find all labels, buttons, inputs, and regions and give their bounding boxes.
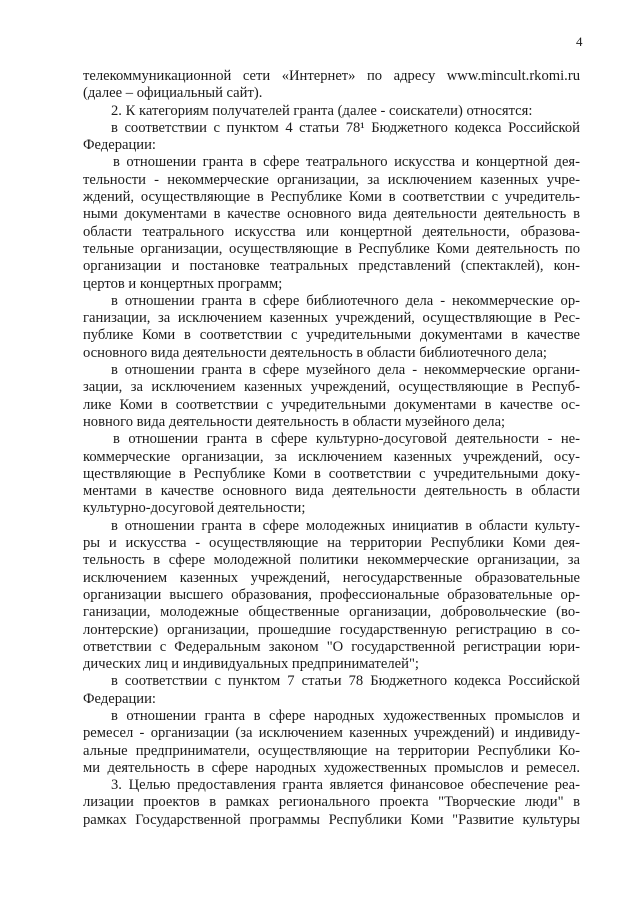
text-line: цертов и концертных программ;: [83, 275, 283, 292]
text-line: коммерческие организации, за исключением казенных учреждений, осу-: [83, 448, 580, 465]
text-line: основного вида деятельности деятельность в области библиотечного дела;: [83, 344, 547, 361]
text-line: ществляющие в Республике Коми в соответствии с учредительными доку-: [83, 465, 580, 482]
text-line: ждений, осуществляющие в Республике Коми в соответствии с учредитель-: [83, 189, 580, 206]
text-line: в соответствии с пунктом 7 статьи 78 Бюджетного кодекса Российской: [111, 673, 580, 690]
document-body: [83, 68, 580, 829]
text-line: культурно-досуговой деятельности;: [83, 500, 306, 517]
text-line: Федерации:: [83, 137, 156, 154]
text-line: рамках Государственной программы Республики Коми "Развитие культуры: [83, 811, 580, 828]
text-line: ми деятельность в сфере народных художественных промыслов и ремесел.: [83, 759, 580, 776]
text-line: области театрального искусства или концертной деятельности, образова-: [83, 223, 580, 240]
text-line: ганизации, молодежные общественные организации, добровольческие (во-: [83, 604, 580, 621]
text-line: в соответствии с пунктом 4 статьи 78¹ Бюджетного кодекса Российской: [111, 119, 580, 136]
text-line: ными документами в качестве основного вида деятельности деятельность в: [83, 206, 580, 223]
text-line: публике Коми в соответствии с учредительными документами в качестве: [83, 327, 580, 344]
text-line: в отношении гранта в сфере библиотечного дела - некоммерческие ор-: [111, 292, 580, 309]
text-line: 3. Целью предоставления гранта является финансовое обеспечение реа-: [111, 777, 580, 794]
text-line: в отношении гранта в сфере культурно-досуговой деятельности - не-: [113, 431, 580, 448]
text-line: (далее – официальный сайт).: [83, 85, 263, 102]
text-line: дических лиц и индивидуальных предпринимателей";: [83, 656, 419, 673]
text-line: зации, за исключением казенных учреждений, осуществляющие в Респуб-: [83, 379, 580, 396]
page-number: 4: [576, 34, 583, 49]
text-line: исключением казенных учреждений, негосударственные образовательные: [83, 569, 580, 586]
text-line: лизации проектов в рамках регионального проекта "Творческие люди" в: [83, 794, 580, 811]
text-line: в отношении гранта в сфере музейного дела - некоммерческие органи-: [111, 362, 580, 379]
text-line: ответствии с Федеральным законом "О государственной регистрации юри-: [83, 638, 580, 655]
text-line: организации и постановке театральных представлений (спектаклей), кон-: [83, 258, 580, 275]
text-line: Федерации:: [83, 690, 156, 707]
text-line: ганизации, за исключением казенных учреждений, осуществляющие в Рес-: [83, 310, 580, 327]
text-line: ры и искусства - осуществляющие на территории Республики Коми дея-: [83, 535, 580, 552]
text-line: ремесел - организации (за исключением казенных учреждений) и индивиду-: [83, 725, 580, 742]
text-line: в отношении гранта в сфере театрального искусства и концертной дея-: [113, 154, 580, 171]
text-line: 2. К категориям получателей гранта (далее - соискатели) относятся:: [111, 102, 533, 119]
text-line: альные предприниматели, осуществляющие на территории Республики Ко-: [83, 742, 580, 759]
text-line: тельности - некоммерческие организации, за исключением казенных учре-: [83, 171, 580, 188]
text-line: тельность в сфере молодежной политики некоммерческие организации, за: [83, 552, 580, 569]
text-line: организации высшего образования, профессиональные образовательные ор-: [83, 586, 580, 603]
text-line: в отношении гранта в сфере народных художественных промыслов и: [111, 707, 580, 724]
text-line: новного вида деятельности деятельность в области музейного дела;: [83, 413, 506, 430]
text-line: тельные организации, осуществляющие в Республике Коми деятельность по: [83, 240, 580, 257]
text-line: в отношении гранта в сфере молодежных инициатив в области культу-: [111, 517, 580, 534]
text-line: телекоммуникационной сети «Интернет» по адресу www.mincult.rkomi.ru: [83, 68, 580, 84]
text-line: ментами в качестве основного вида деятельности деятельность в области: [83, 483, 580, 500]
text-line: лике Коми в соответствии с учредительными документами в качестве ос-: [83, 396, 580, 413]
text-line: лонтерские) организации, прошедшие государственную регистрацию в со-: [83, 621, 580, 638]
